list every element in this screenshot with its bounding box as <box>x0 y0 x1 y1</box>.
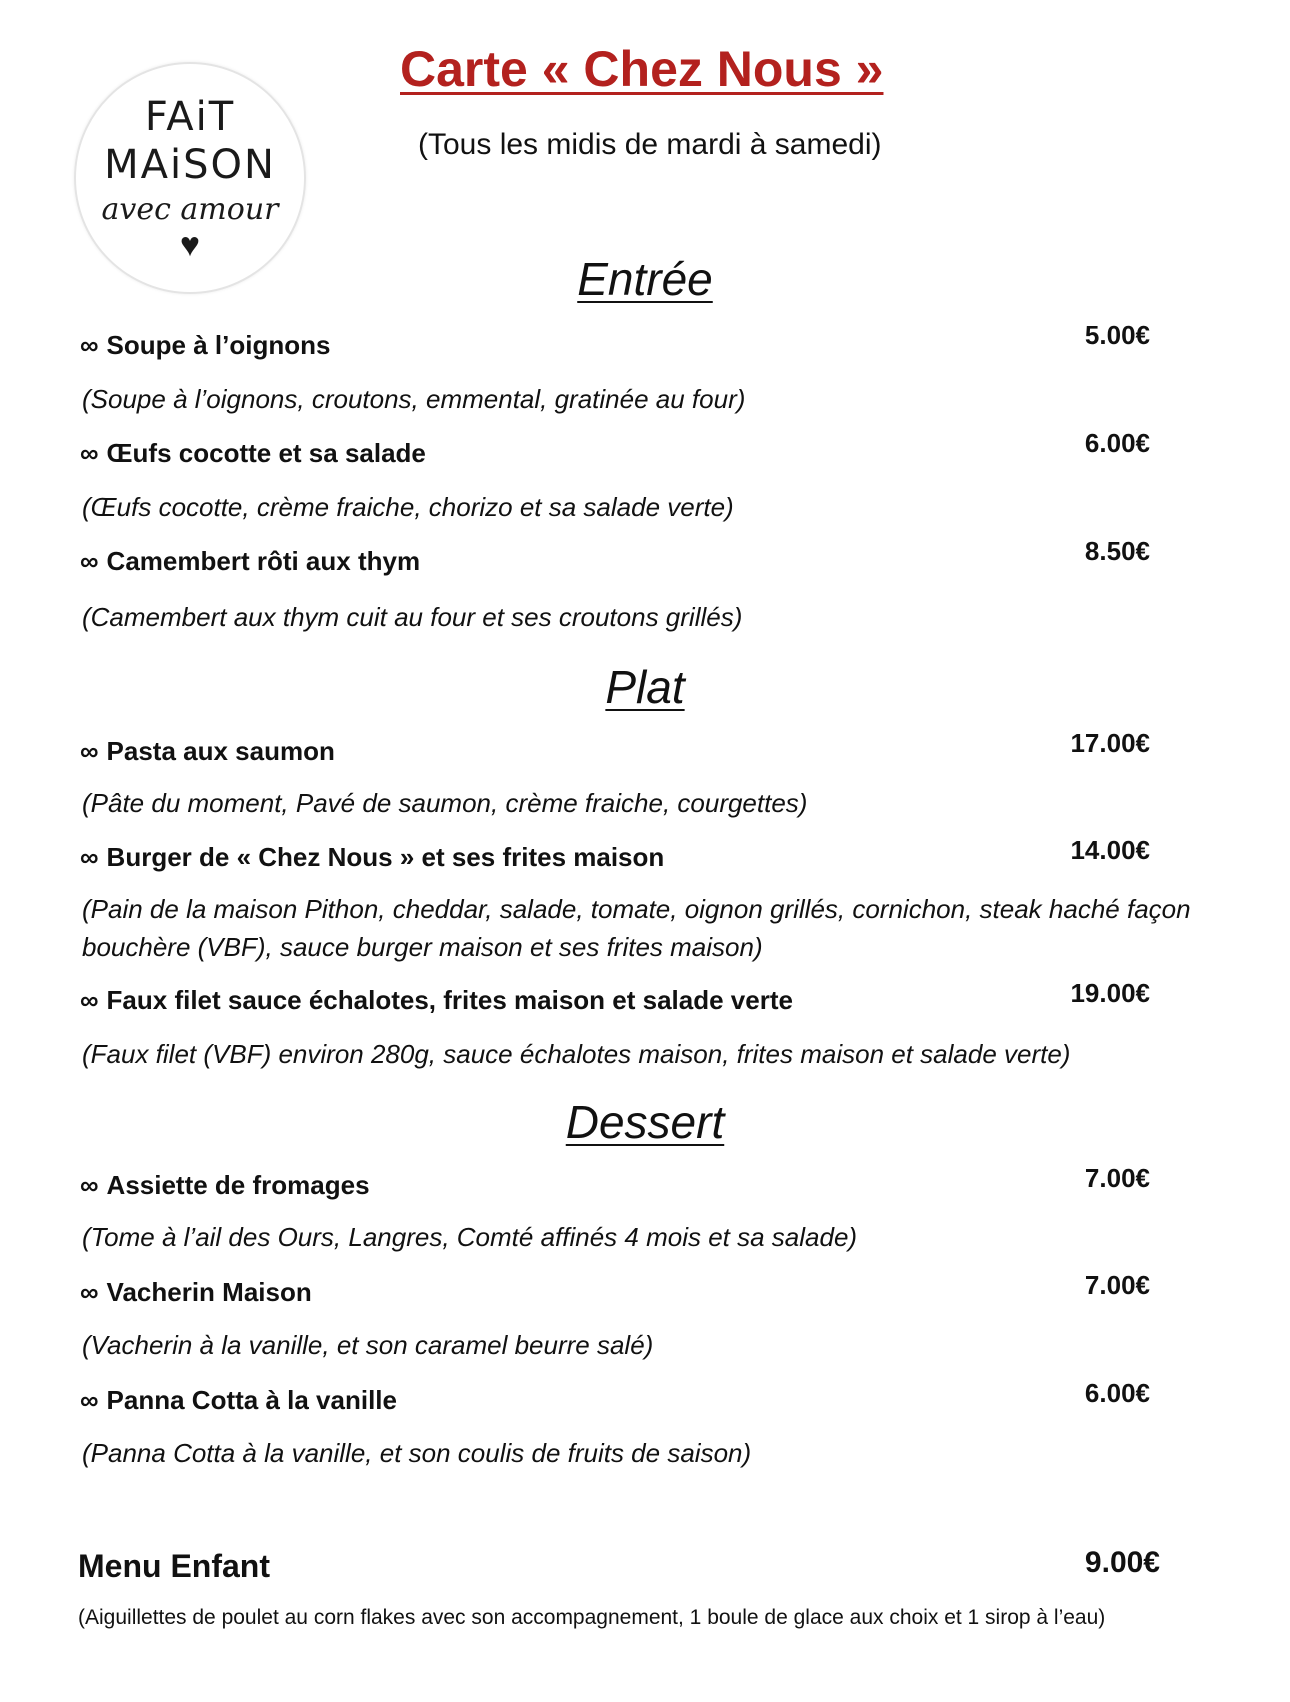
menu-item-name <box>80 985 793 1016</box>
menu-item-name <box>80 330 330 361</box>
section-title-dessert: Dessert <box>565 1096 725 1148</box>
menu-item-name <box>80 1385 397 1416</box>
menu-item-description: (Panna Cotta à la vanille, et son coulis de fruits de saison) <box>82 1438 752 1468</box>
menu-item-description: (Pâte du moment, Pavé de saumon, crème fraiche, courgettes) <box>82 788 808 818</box>
infinity-bullet-icon: ∞ <box>80 438 99 468</box>
item-name-text: Soupe à l’oignons <box>106 330 331 360</box>
menu-item-price: 19.00€ <box>1070 978 1150 1008</box>
section-title-plat: Plat <box>605 661 685 713</box>
infinity-bullet-icon: ∞ <box>80 1170 99 1200</box>
infinity-bullet-icon: ∞ <box>80 842 99 872</box>
stamp-line-3: avec amour <box>101 192 279 227</box>
menu-item-name <box>80 546 420 577</box>
item-name-text: Œufs cocotte et sa salade <box>106 438 426 468</box>
menu-item-name <box>80 736 335 767</box>
menu-item-price: 7.00€ <box>1084 1163 1150 1193</box>
menu-item-description: (Faux filet (VBF) environ 280g, sauce échalotes maison, frites maison et salade verte) <box>82 1039 1071 1069</box>
menu-item-description: (Vacherin à la vanille, et son caramel beurre salé) <box>82 1330 654 1360</box>
menu-item-name <box>80 1170 370 1201</box>
menu-item-price: 17.00€ <box>1070 728 1150 758</box>
menu-item-description: (Soupe à l’oignons, croutons, emmental, gratinée au four) <box>82 384 746 414</box>
infinity-bullet-icon: ∞ <box>80 330 99 360</box>
infinity-bullet-icon: ∞ <box>80 1277 99 1307</box>
menu-item-description: (Tome à l’ail des Ours, Langres, Comté affinés 4 mois et sa salade) <box>82 1222 858 1252</box>
menu-title: Carte « Chez Nous » <box>400 41 884 97</box>
item-name-text: Vacherin Maison <box>106 1277 312 1307</box>
menu-item-price: 7.00€ <box>1084 1270 1150 1300</box>
stamp-line-2: MAiSON <box>104 142 276 188</box>
menu-item-price: 8.50€ <box>1084 536 1150 566</box>
menu-item-price: 5.00€ <box>1084 320 1150 350</box>
item-name-text: Burger de « Chez Nous » et ses frites maison <box>106 842 665 872</box>
section-title-entree: Entrée <box>577 253 713 305</box>
kids-menu-price: 9.00€ <box>1084 1546 1160 1579</box>
item-name-text: Faux filet sauce échalotes, frites maison et salade verte <box>106 985 793 1015</box>
menu-item-description: (Œufs cocotte, crème fraiche, chorizo et sa salade verte) <box>82 492 734 522</box>
menu-item-price: 14.00€ <box>1070 835 1150 865</box>
menu-item-description: (Camembert aux thym cuit au four et ses croutons grillés) <box>82 602 743 632</box>
stamp-line-1: FAiT <box>144 94 236 140</box>
menu-subtitle: (Tous les midis de mardi à samedi) <box>418 128 882 161</box>
item-name-text: Camembert rôti aux thym <box>106 546 421 576</box>
infinity-bullet-icon: ∞ <box>80 546 99 576</box>
kids-menu-title: Menu Enfant <box>78 1548 270 1584</box>
infinity-bullet-icon: ∞ <box>80 985 99 1015</box>
menu-item-price: 6.00€ <box>1084 428 1150 458</box>
infinity-bullet-icon: ∞ <box>80 736 99 766</box>
kids-menu-description: (Aiguillettes de poulet au corn flakes avec son accompagnement, 1 boule de glace aux choix et 1 sirop à l’eau) <box>78 1606 1106 1629</box>
item-name-text: Panna Cotta à la vanille <box>106 1385 397 1415</box>
menu-item-name <box>80 842 664 873</box>
heart-icon: ♥ <box>179 226 201 264</box>
menu-item-name <box>80 1277 312 1308</box>
menu-item-description: (Pain de la maison Pithon, cheddar, salade, tomate, oignon grillés, cornichon, steak haché façon bouchère (VBF), sauce burger maison et ses frites maison) <box>82 894 1191 962</box>
menu-item-name <box>80 438 426 469</box>
infinity-bullet-icon: ∞ <box>80 1385 99 1415</box>
menu-item-price: 6.00€ <box>1084 1378 1150 1408</box>
item-name-text: Pasta aux saumon <box>106 736 335 766</box>
item-name-text: Assiette de fromages <box>106 1170 370 1200</box>
